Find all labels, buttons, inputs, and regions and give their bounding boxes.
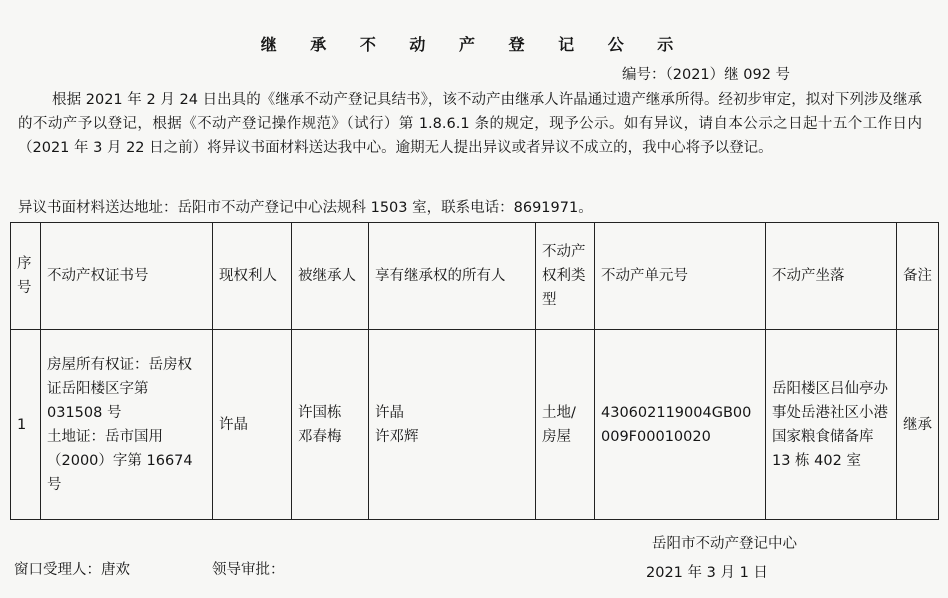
window-receiver: 窗口受理人：唐欢 [14,562,130,578]
notice-paragraph [18,88,922,160]
header-location: 不动产坐落 [766,223,897,330]
header-seq: 序号 [11,223,41,330]
cell-current-holder: 许晶 [213,330,292,520]
cell-decedent [292,330,369,520]
cell-cert-no [41,330,213,520]
header-remark: 备注 [897,223,939,330]
decedent-1: 许国栋 [298,404,342,421]
cell-unit-no: 430602119004GB00009F00010020 [595,330,766,520]
table-header-row [11,223,939,330]
heir-2: 许邓辉 [375,428,419,445]
header-current-holder: 现权利人 [213,223,292,330]
cert-land: 土地证：岳市国用（2000）字第 16674 号 [47,428,193,493]
cell-location: 岳阳楼区吕仙亭办事处岳港社区小港国家粮食储备库 13 栋 402 室 [766,330,897,520]
document-number: 编号：（2021）继 092 号 [622,67,791,83]
heir-1: 许晶 [375,404,404,421]
header-decedent: 被继承人 [292,223,369,330]
cert-house: 房屋所有权证：岳房权证岳阳楼区字第 031508 号 [47,356,192,421]
header-right-type: 不动产权利类型 [536,223,595,330]
table-row [11,330,939,520]
document-title: 继 承 不 动 产 登 记 公 示 [260,35,688,54]
notice-text: 根据 2021 年 2 月 24 日出具的《继承不动产登记具结书》，该不动产由继承人许晶通过遗产继承所得。经初步审定，拟对下列涉及继承的不动产予以登记，根据《不动产登记操作规范》（试行）第 1.8.6.1 条的规定，现予公示。如有异议，请自本公示之日起十五个工作日内（2021 年 3 月 22 日之前）将异议书面材料送达我中心。逾期无人提出异议或者异议不成立的，我中心将予以登记。 [18,92,922,156]
issue-date: 2021 年 3 月 1 日 [646,565,768,581]
header-unit-no: 不动产单元号 [595,223,766,330]
header-cert-no: 不动产权证书号 [41,223,213,330]
property-table [10,222,939,520]
cell-heirs [369,330,536,520]
cell-remark: 继承 [897,330,939,520]
cell-right-type: 土地/房屋 [536,330,595,520]
issuing-org: 岳阳市不动产登记中心 [652,536,797,552]
header-heirs: 享有继承权的所有人 [369,223,536,330]
leader-approval: 领导审批： [212,562,285,578]
decedent-2: 邓春梅 [298,428,342,445]
cell-seq: 1 [11,330,41,520]
objection-address: 异议书面材料送达地址：岳阳市不动产登记中心法规科 1503 室，联系电话：8691971。 [18,200,593,216]
